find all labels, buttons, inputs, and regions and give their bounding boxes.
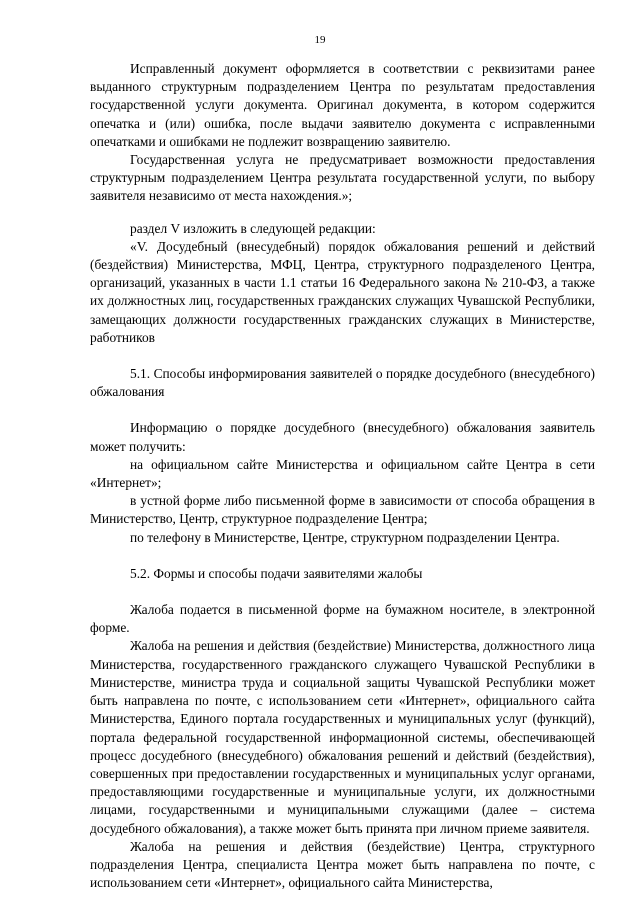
paragraph-service-location: Государственная услуга не предусматривает возможности предоставления структурным подразделением Центра результата государственной услуги, по выбору заявителя независимо от места нахождения.»; [90,152,595,204]
paragraph-section-v-intro: раздел V изложить в следующей редакции: [130,220,376,236]
list-item-oral-written: в устной форме либо письменной форме в зависимости от способа обращения в Министерство, Центр, структурное подразделение Центра; [90,493,595,527]
subsection-5-2-heading: 5.2. Формы и способы подачи заявителями жалобы [130,565,423,581]
paragraph-complaint-form: Жалоба подается в письменной форме на бумажном носителе, в электронной форме. [90,602,595,636]
page-number: 19 [314,34,326,46]
paragraph-corrected-document: Исправленный документ оформляется в соответствии с реквизитами ранее выданного структурным подразделением Центра по результатам предоставления государственной услуги документа. Оригинал документа, в котором содержится опечатка и (или) ошибка, после выдачи заявителю документа с исправленными опечатками и ошибками не подлежит возвращению заявителю. [90,61,595,149]
subsection-5-1-heading: 5.1. Способы информирования заявителей о порядке досудебного (внесудебного) обжалования [90,366,595,400]
list-item-website: на официальном сайте Министерства и официальном сайте Центра в сети «Интернет»; [90,456,595,491]
paragraph-info-intro: Информацию о порядке досудебного (внесудебного) обжалования заявитель может получить: [90,420,595,454]
section-v-heading: «V. Досудебный (внесудебный) порядок обжалования решений и действий (бездействия) Министерства, МФЦ, Центра, структурного подразделеного Центра, организаций, указанных в части 1.1 статьи 16 Федерального закона № 210-ФЗ, а также их должностных лиц, государственных гражданских служащих Чувашской Республики, замещающих должности государственных гражданских служащих в Министерстве, работников [90,238,595,345]
paragraph-complaint-center: Жалоба на решения и действия (бездействие) Центра, структурного подразделения Центра, специалиста Центра может быть направлена по почте, с использованием сети «Интернет», официального сайта Министерства, [90,838,595,891]
paragraph-complaint-ministry: Жалоба на решения и действия (бездействие) Министерства, должностного лица Министерства, государственного гражданского служащего Чувашской Республики в Министерстве, министра труда и социальной защиты Чувашской Республики может быть направлена по почте, с использованием сети «Интернет», официального сайта Министерства, Единого портала государственных и муниципальных услуг (функций), портала федеральной государственной информационной системы, обеспечивающей процесс досудебного (внесудебного) обжалования решений и действий (бездействия), совершенных при предоставлении государственных и муниципальных услуг органами, предоставляющими государственные и муниципальные услуги, их должностными лицами, государственными и муниципальными служащими (далее – система досудебного обжалования), а также может быть принята при личном приеме заявителя. [90,638,595,836]
document-body [90,60,595,892]
list-item-phone: по телефону в Министерстве, Центре, структурном подразделении Центра. [130,529,560,545]
